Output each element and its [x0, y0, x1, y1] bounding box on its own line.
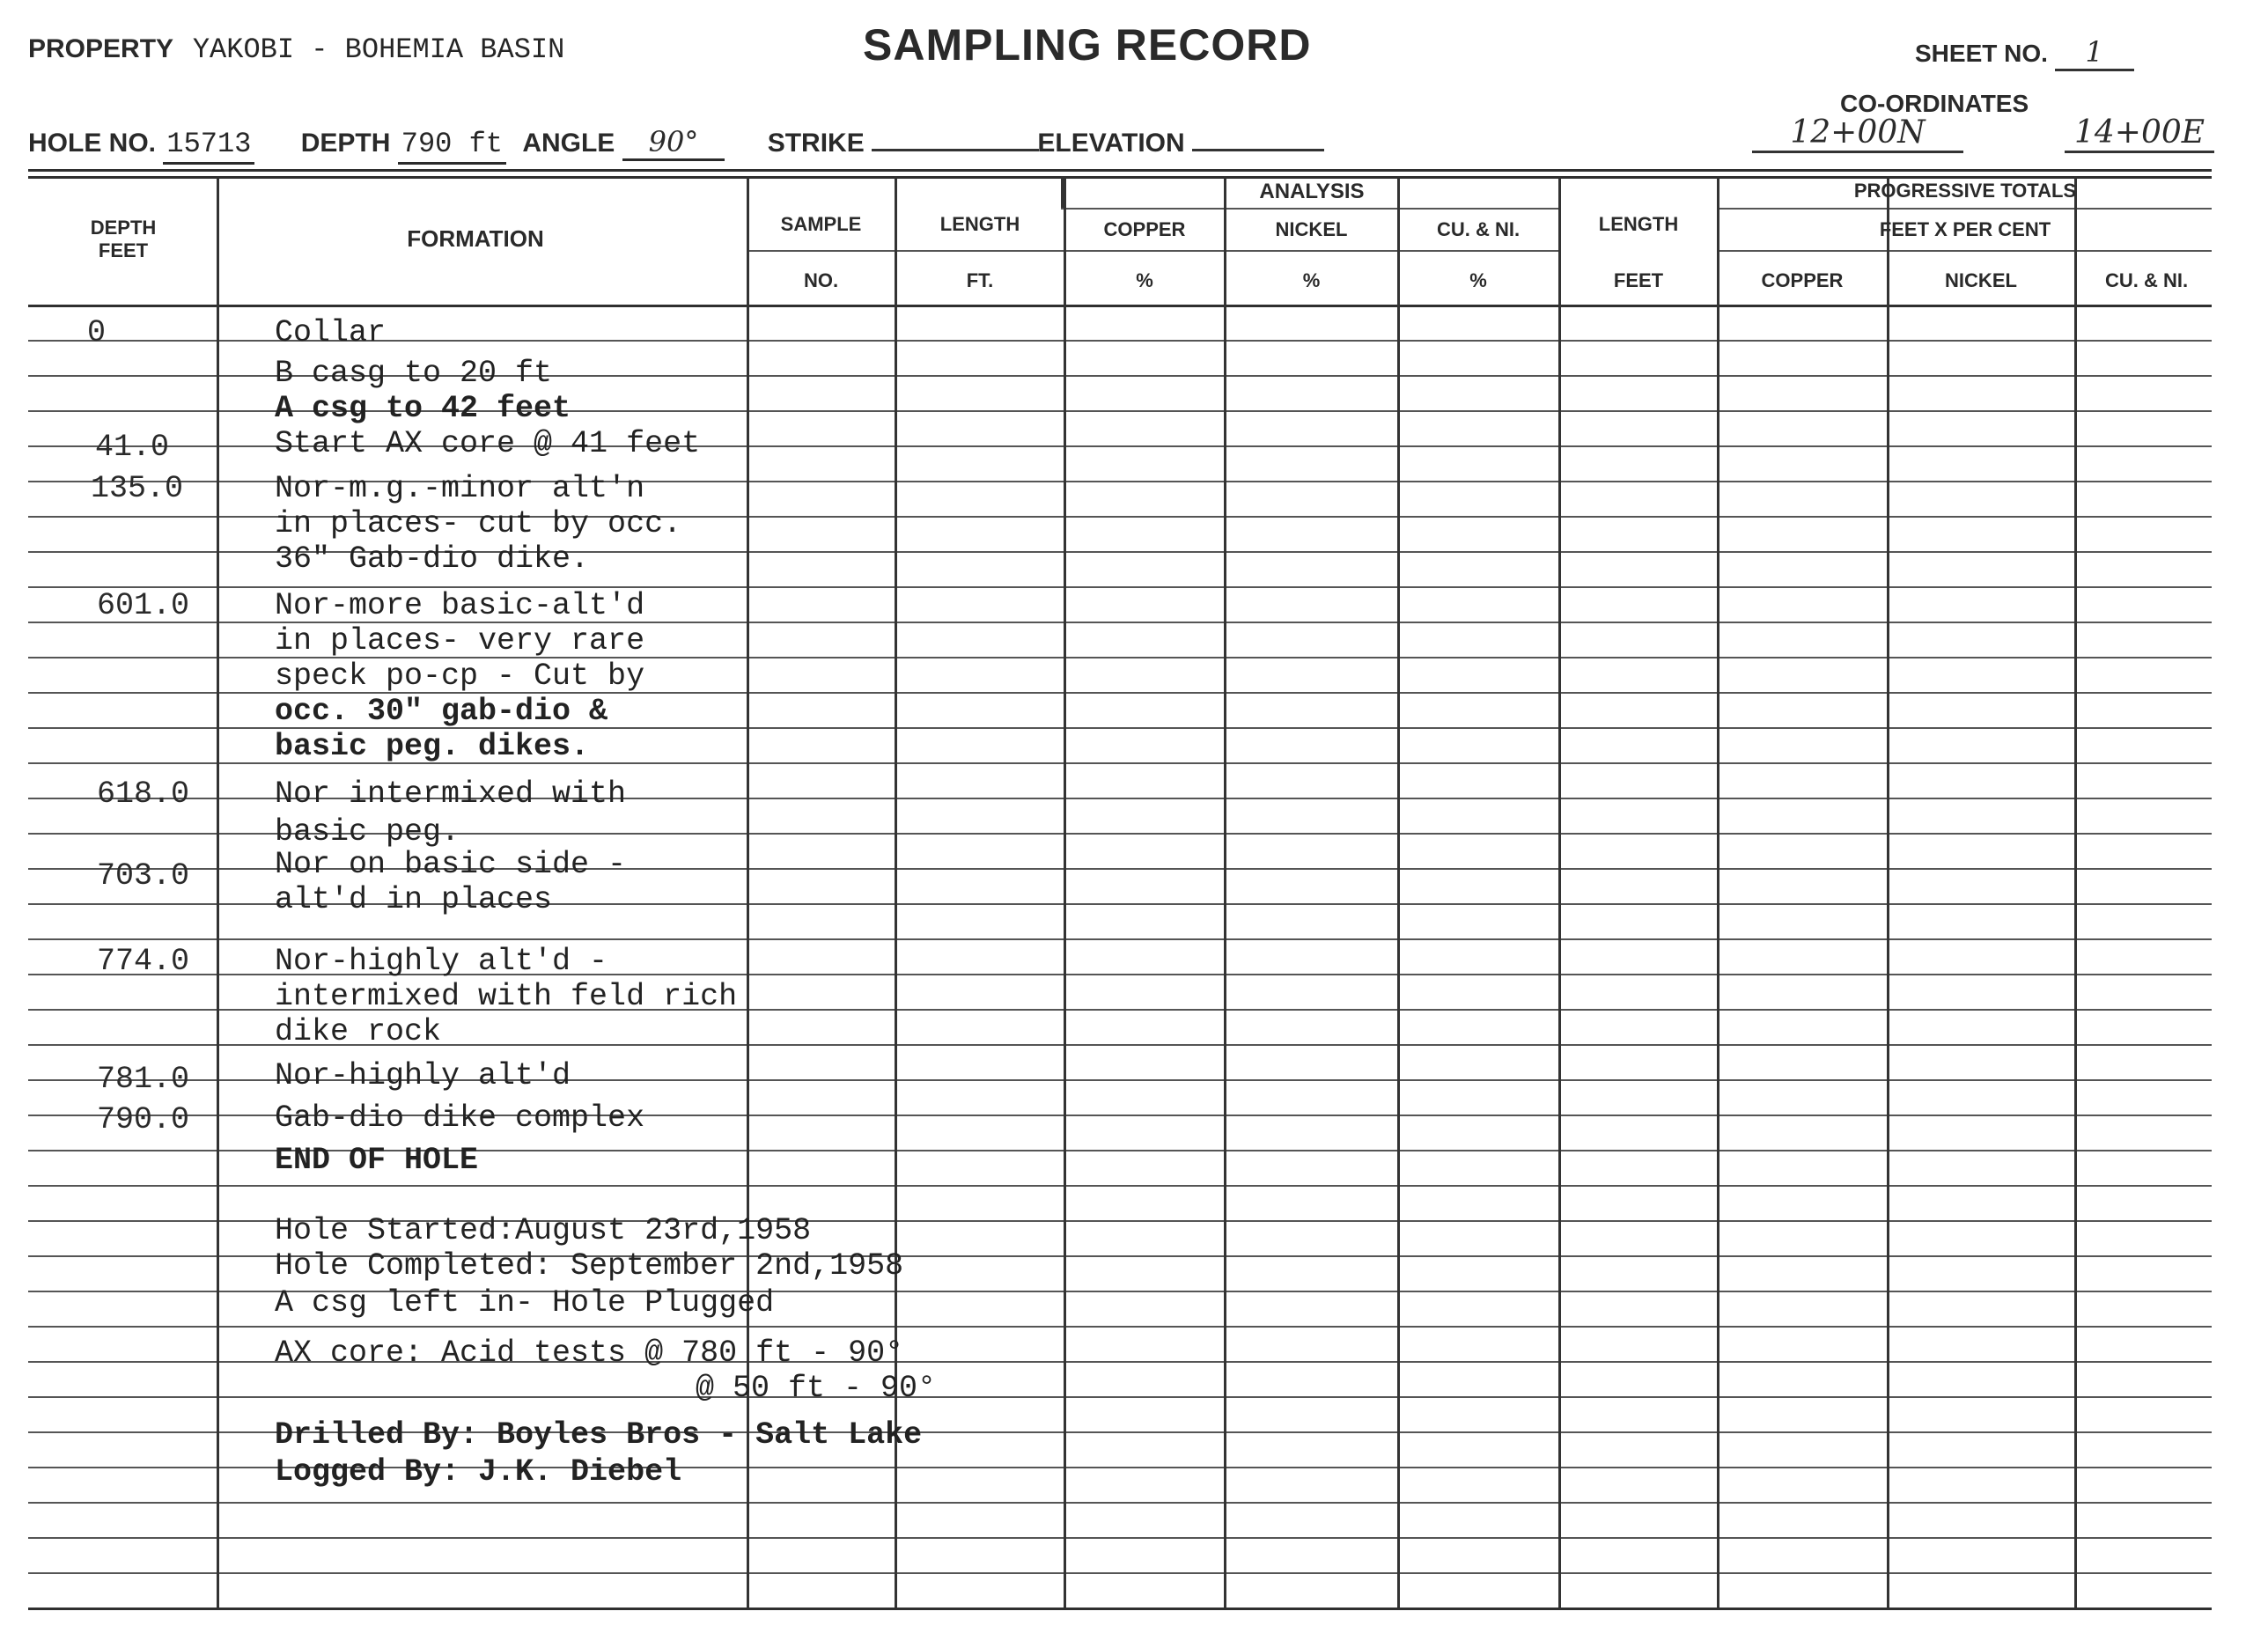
col-progressive-totals: PROGRESSIVE TOTALS	[1853, 180, 2077, 202]
depth-value-8: 790.0	[96, 1102, 189, 1137]
column-rule	[1717, 176, 1719, 1608]
table-top-rule	[28, 169, 2212, 172]
col-copper-header: COPPER	[1103, 218, 1186, 240]
col-analysis-header: ANALYSIS	[1259, 180, 1365, 203]
formation-line: Nor-more basic-alt'd	[275, 588, 645, 623]
strike-blank	[872, 149, 1039, 151]
col-cu-ni-header: CU. & NI.	[1436, 218, 1521, 240]
formation-line: occ. 30" gab-dio &	[275, 694, 608, 729]
column-rule	[1887, 176, 1889, 1608]
table-top-rule	[28, 176, 2212, 179]
depth-value-3: 601.0	[96, 588, 189, 623]
formation-line: Nor-highly alt'd -	[275, 944, 608, 979]
note-line: Hole Completed: September 2nd,1958	[275, 1248, 904, 1284]
note-line: Logged By: J.K. Diebel	[275, 1454, 682, 1490]
col-length-unit: FT.	[966, 269, 994, 291]
col-nickel-header: NICKEL	[1275, 218, 1348, 240]
formation-line: Nor-m.g.-minor alt'n	[275, 471, 645, 506]
elevation-blank	[1192, 149, 1324, 151]
formation-line: A csg to 42 feet	[275, 391, 571, 426]
col-length2-header: LENGTH	[1598, 213, 1679, 235]
col-formation-header: FORMATION	[407, 225, 544, 252]
formation-line: dike rock	[275, 1014, 442, 1049]
coordinates-label: CO-ORDINATES	[1840, 90, 2029, 117]
row-rule	[28, 938, 2212, 940]
formation-line: basic peg.	[275, 814, 460, 850]
column-rule	[217, 176, 219, 1608]
header-mid-rule	[1717, 250, 2212, 252]
column-rule	[1064, 176, 1066, 1608]
column-rule	[1397, 176, 1400, 1608]
hole-label: HOLE NO.	[28, 129, 157, 158]
row-rule	[28, 1185, 2212, 1187]
formation-line: in places- very rare	[275, 623, 645, 658]
row-rule	[28, 1537, 2212, 1539]
property-field	[28, 33, 564, 66]
note-line: A csg left in- Hole Plugged	[275, 1285, 775, 1321]
depth-value-1: 41.0	[94, 430, 169, 465]
sheet-label: SHEET NO.	[1915, 40, 2048, 67]
column-rule	[1558, 176, 1561, 1608]
sheet-value: 1	[2055, 35, 2134, 71]
col-sample-header: SAMPLE	[780, 213, 862, 235]
formation-line: speck po-cp - Cut by	[275, 658, 645, 694]
angle-label: ANGLE	[522, 129, 615, 158]
col-depth-header: DEPTH FEET	[90, 217, 157, 261]
note-line: @ 50 ft - 90°	[696, 1371, 937, 1406]
note-line: Drilled By: Boyles Bros - Salt Lake	[275, 1417, 923, 1453]
depth-label: DEPTH	[300, 129, 391, 158]
property-value: YAKOBI - BOHEMIA BASIN	[192, 33, 565, 66]
header-bottom-rule	[28, 305, 2212, 307]
coordinate-east: 14+00E	[2065, 114, 2214, 153]
row-rule	[28, 1502, 2212, 1504]
col-sample-no: NO.	[803, 269, 839, 291]
col-pt-cu-ni: CU. & NI.	[2104, 269, 2189, 291]
header-mid-rule	[748, 250, 1558, 252]
col-pt-copper: COPPER	[1761, 269, 1844, 291]
formation-line: Gab-dio dike complex	[275, 1100, 645, 1136]
formation-line: B casg to 20 ft	[275, 356, 553, 391]
strike-label: STRIKE	[767, 129, 865, 158]
formation-line: Nor-highly alt'd	[275, 1058, 571, 1093]
coordinate-north: 12+00N	[1752, 114, 1963, 153]
col-pt-nickel: NICKEL	[1945, 269, 2017, 291]
depth-value-2: 135.0	[90, 471, 183, 506]
formation-line: Start AX core @ 41 feet	[275, 426, 701, 461]
formation-line: alt'd in places	[275, 882, 553, 917]
formation-line: 36" Gab-dio dike.	[275, 541, 590, 577]
analysis-sub-rule	[1061, 208, 1558, 210]
col-feet-x-per-cent: FEET X PER CENT	[1879, 218, 2051, 240]
page-title: SAMPLING RECORD	[863, 20, 1312, 70]
elevation-label: ELEVATION	[1037, 129, 1185, 158]
depth-value-5: 703.0	[96, 858, 189, 894]
row-rule	[28, 1326, 2212, 1328]
formation-line: basic peg. dikes.	[275, 729, 590, 764]
col-nickel-unit: %	[1302, 269, 1321, 291]
hole-line	[28, 125, 1324, 160]
col-length2-unit: FEET	[1613, 269, 1664, 291]
column-rule	[1061, 176, 1064, 208]
depth-value-4: 618.0	[96, 776, 189, 812]
column-rule	[2074, 176, 2077, 1608]
row-rule	[28, 1572, 2212, 1574]
sheet-number-field	[1915, 35, 2134, 71]
col-copper-unit: %	[1136, 269, 1153, 291]
row-rule	[28, 1396, 2212, 1398]
hole-value: 15713	[163, 128, 254, 165]
property-label: PROPERTY	[28, 34, 173, 63]
formation-line: Nor on basic side -	[275, 847, 627, 882]
angle-value: 90°	[622, 125, 725, 161]
note-line: Hole Started:August 23rd,1958	[275, 1213, 812, 1248]
note-line: AX core: Acid tests @ 780 ft - 90°	[275, 1335, 904, 1371]
end-of-hole: END OF HOLE	[275, 1143, 479, 1178]
table-bottom-rule	[28, 1608, 2212, 1610]
column-rule	[1224, 176, 1226, 1608]
formation-line: Collar	[275, 315, 387, 350]
formation-line: Nor intermixed with	[275, 776, 627, 812]
depth-value-0: 0	[86, 315, 106, 350]
depth-value-7: 781.0	[96, 1062, 189, 1097]
col-length-header: LENGTH	[939, 213, 1020, 235]
totals-sub-rule	[1717, 208, 2212, 210]
formation-line: in places- cut by occ.	[275, 506, 682, 541]
depth-value-6: 774.0	[96, 944, 189, 979]
formation-line: intermixed with feld rich	[275, 979, 738, 1014]
depth-value: 790 ft	[398, 128, 506, 165]
col-cu-ni-unit: %	[1469, 269, 1487, 291]
